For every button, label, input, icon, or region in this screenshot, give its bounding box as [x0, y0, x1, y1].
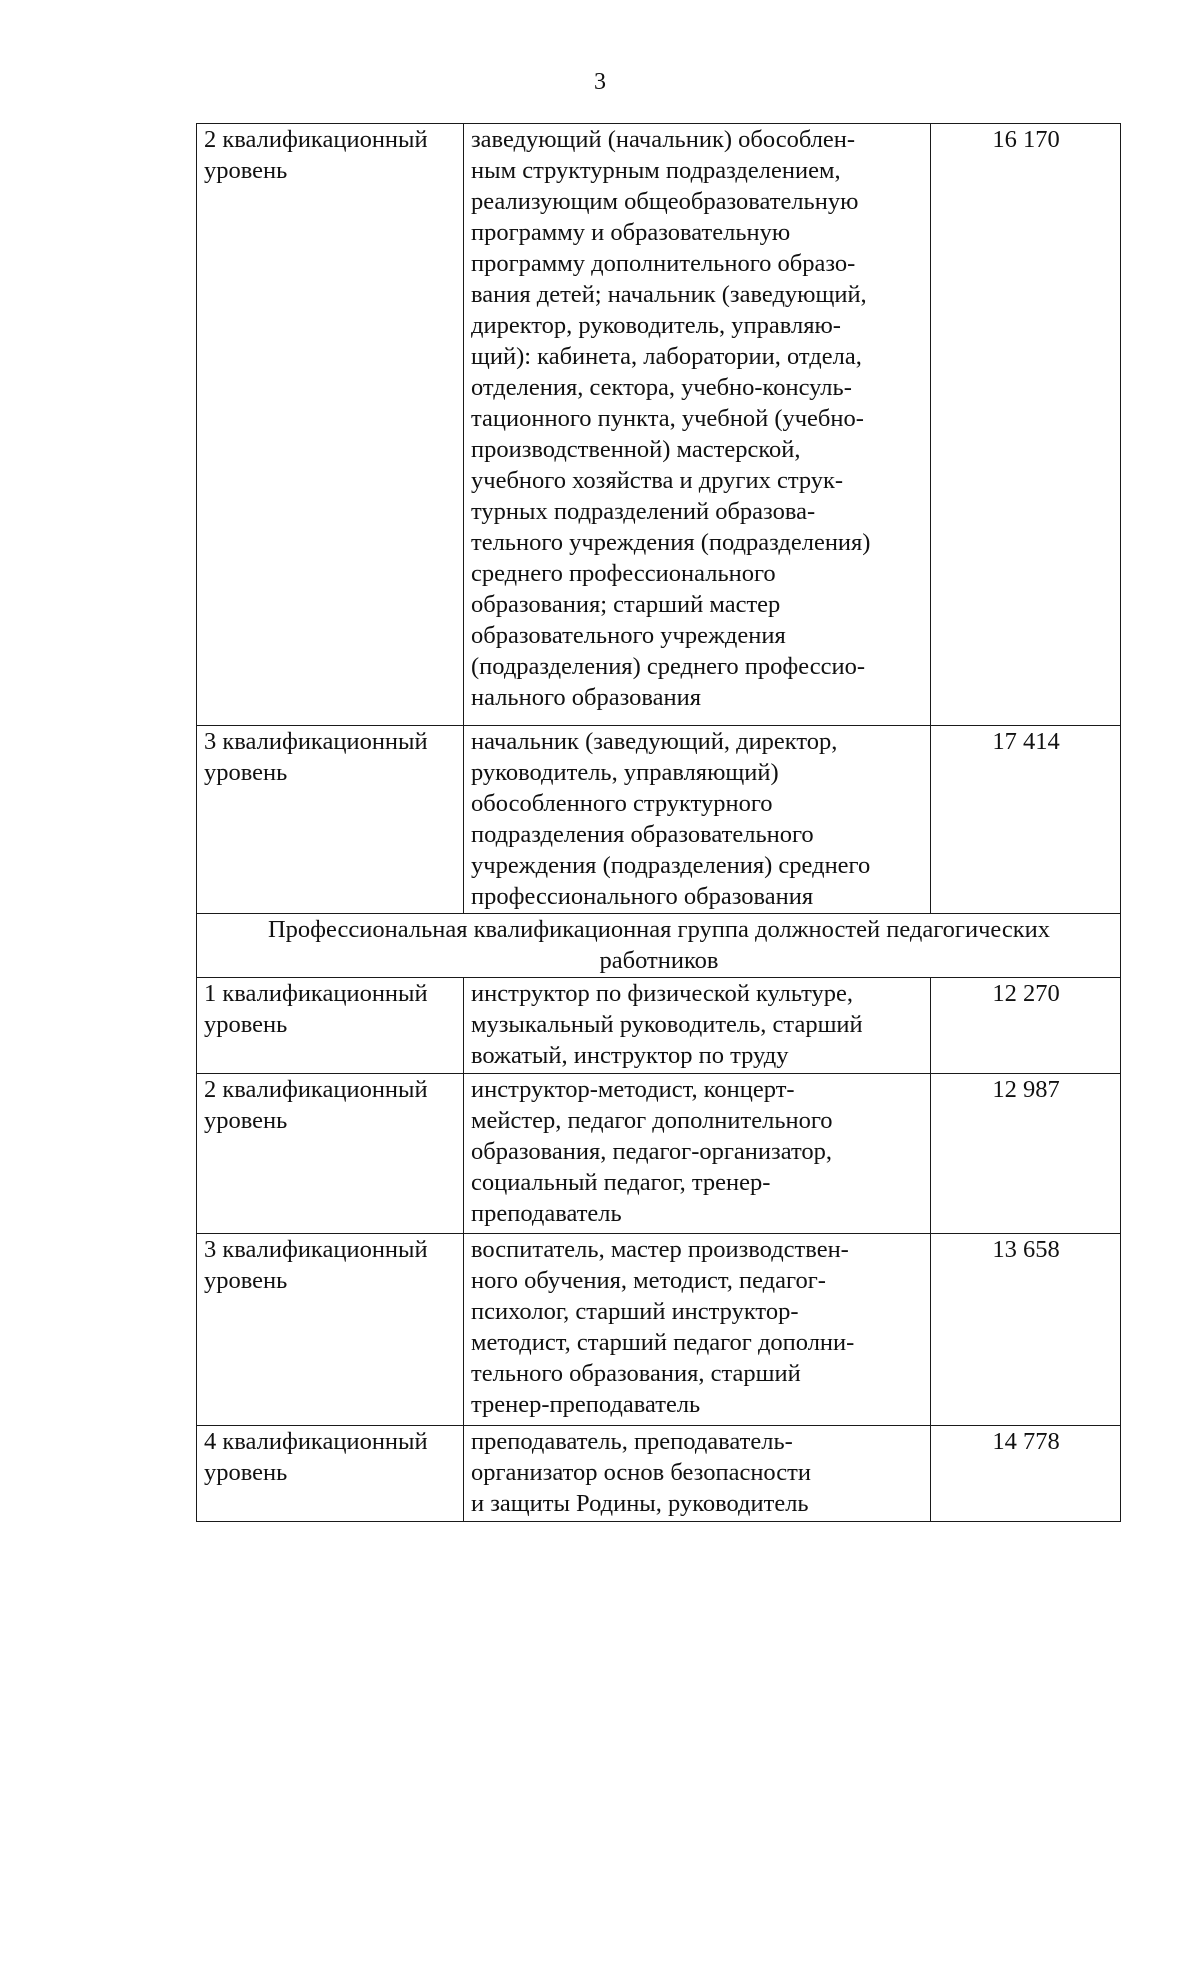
text-line: психолог, старший инструктор- — [471, 1298, 799, 1325]
text-line: мейстер, педагог дополнительного — [471, 1107, 833, 1134]
text-line: Профессиональная квалификационная группа должностей педагогических — [267, 916, 1051, 943]
text-line: тационного пункта, учебной (учебно- — [471, 405, 864, 432]
text-line: (подразделения) среднего профессио- — [471, 653, 866, 680]
text-line: подразделения образовательного — [471, 821, 814, 848]
salary-cell: 17 414 — [931, 726, 1121, 914]
qualification-level-cell — [197, 1074, 464, 1234]
qualification-level-cell — [197, 726, 464, 914]
text-line: уровень — [204, 157, 288, 184]
positions-cell — [464, 1426, 931, 1522]
positions-cell — [464, 1234, 931, 1426]
text-line: обособленного структурного — [471, 790, 773, 817]
text-line: образования; старший мастер — [471, 591, 781, 618]
text-line: 2 квалификационный — [204, 126, 428, 153]
text-line: 3 квалификационный — [204, 728, 428, 755]
text-line: преподаватель, преподаватель- — [471, 1428, 793, 1455]
qualification-level-cell — [197, 978, 464, 1074]
salary-cell: 12 987 — [931, 1074, 1121, 1234]
text-line: уровень — [204, 759, 288, 786]
text-line: 3 квалификационный — [204, 1236, 428, 1263]
text-line: вания детей; начальник (заведующий, — [471, 281, 867, 308]
text-line: уровень — [204, 1267, 288, 1294]
text-line: социальный педагог, тренер- — [471, 1169, 771, 1196]
qualification-level-cell — [197, 124, 464, 726]
text-line: тельного образования, старший — [471, 1360, 801, 1387]
text-line: профессионального образования — [471, 883, 814, 910]
salary-table — [196, 123, 1121, 1522]
text-line: отделения, сектора, учебно-консуль- — [471, 374, 852, 401]
salary-cell: 16 170 — [931, 124, 1121, 726]
page-number: 3 — [594, 69, 606, 95]
text-line: руководитель, управляющий) — [471, 759, 779, 786]
text-line: и защиты Родины, руководитель — [471, 1490, 809, 1517]
text-line: производственной) мастерской, — [471, 436, 801, 463]
text-line: уровень — [204, 1459, 288, 1486]
text-line: ным структурным подразделением, — [471, 157, 841, 184]
text-line: уровень — [204, 1107, 288, 1134]
text-line: образовательного учреждения — [471, 622, 786, 649]
text-line: директор, руководитель, управляю- — [471, 312, 841, 339]
text-line: щий): кабинета, лаборатории, отдела, — [471, 343, 862, 370]
text-line: организатор основ безопасности — [471, 1459, 811, 1486]
text-line: вожатый, инструктор по труду — [471, 1042, 789, 1069]
text-line: учебного хозяйства и других струк- — [471, 467, 844, 494]
qualification-level-cell — [197, 1234, 464, 1426]
group-header-row — [197, 914, 1121, 978]
text-line: нального образования — [471, 684, 702, 711]
text-line: 1 квалификационный — [204, 980, 428, 1007]
text-line: преподаватель — [471, 1200, 622, 1227]
group-header-cell — [197, 914, 1121, 978]
text-line: среднего профессионального — [471, 560, 776, 587]
salary-cell: 14 778 — [931, 1426, 1121, 1522]
text-line: ного обучения, методист, педагог- — [471, 1267, 826, 1294]
text-line: инструктор-методист, концерт- — [471, 1076, 795, 1103]
salary-cell: 13 658 — [931, 1234, 1121, 1426]
text-line: воспитатель, мастер производствен- — [471, 1236, 849, 1263]
qualification-level-cell — [197, 1426, 464, 1522]
text-line: 4 квалификационный — [204, 1428, 428, 1455]
positions-cell — [464, 1074, 931, 1234]
text-line: инструктор по физической культуре, — [471, 980, 854, 1007]
text-line: турных подразделений образова- — [471, 498, 816, 525]
text-line: методист, старший педагог дополни- — [471, 1329, 855, 1356]
text-line: тельного учреждения (подразделения) — [471, 529, 871, 556]
table-row — [197, 1074, 1121, 1234]
text-line: образования, педагог-организатор, — [471, 1138, 832, 1165]
text-line: заведующий (начальник) обособлен- — [471, 126, 856, 153]
text-line: музыкальный руководитель, старший — [471, 1011, 863, 1038]
text-line: 2 квалификационный — [204, 1076, 428, 1103]
positions-cell — [464, 124, 931, 726]
table-row — [197, 1426, 1121, 1522]
table-row — [197, 726, 1121, 914]
text-line: реализующим общеобразовательную — [471, 188, 859, 215]
text-line: тренер-преподаватель — [471, 1391, 701, 1418]
salary-cell: 12 270 — [931, 978, 1121, 1074]
text-line: уровень — [204, 1011, 288, 1038]
positions-cell — [464, 726, 931, 914]
text-line: программу дополнительного образо- — [471, 250, 856, 277]
text-line: программу и образовательную — [471, 219, 791, 246]
table-row — [197, 978, 1121, 1074]
text-line: начальник (заведующий, директор, — [471, 728, 838, 755]
positions-cell — [464, 978, 931, 1074]
table-row — [197, 124, 1121, 726]
text-line: учреждения (подразделения) среднего — [471, 852, 871, 879]
text-line: работников — [599, 947, 719, 974]
table-row — [197, 1234, 1121, 1426]
